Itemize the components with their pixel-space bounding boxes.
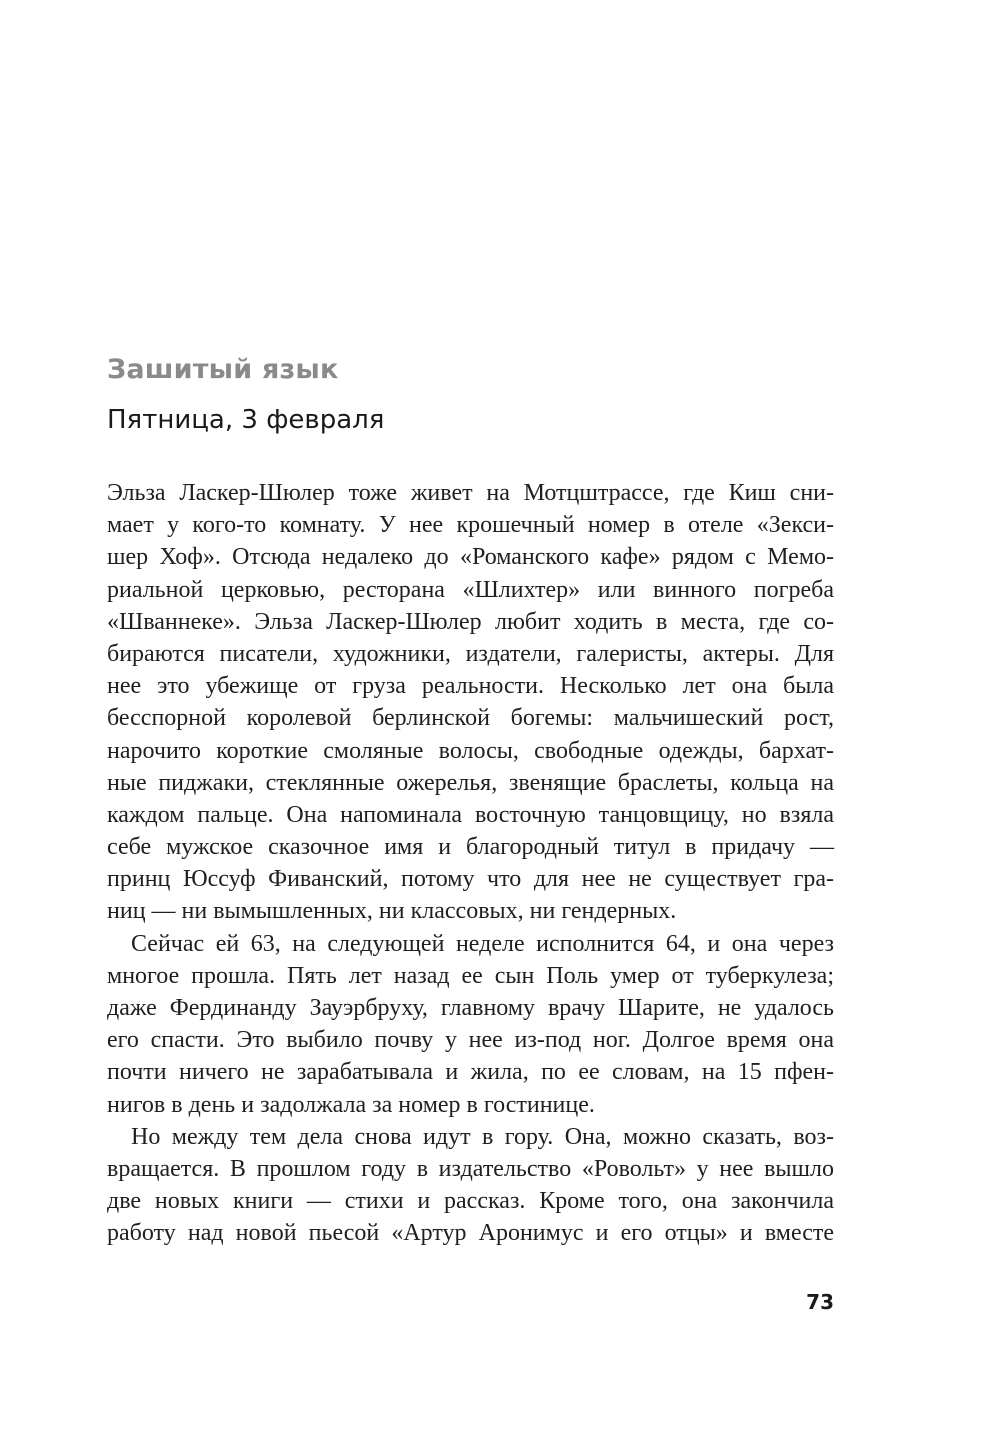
text-line: Эльза Ласкер-Шюлер тоже живет на Мотцштрассе, где Киш сни- [107, 480, 834, 506]
text-line: Сейчас ей 63, на следующей неделе исполнится 64, и она через [131, 930, 834, 957]
text-line: почти ничего не зарабатывала и жила, по ее словам, на 15 пфен- [107, 1059, 834, 1086]
text-line: вращается. В прошлом году в издательство «Ровольт» у нее вышло [107, 1155, 834, 1182]
text-line: нарочито короткие смоляные волосы, свободные одежды, бархат- [107, 737, 834, 764]
text-line: нигов в день и задолжала за номер в гостинице. [107, 1091, 595, 1118]
text-line: риальной церковью, ресторана «Шлихтер» или винного погреба [107, 576, 834, 603]
text-line: «Шваннеке». Эльза Ласкер-Шюлер любит ходить в места, где со- [107, 608, 834, 635]
text-line: себе мужское сказочное имя и благородный титул в придачу — [107, 834, 834, 861]
chapter-date: Пятница, 3 февраля [107, 405, 385, 435]
body-text [107, 477, 834, 1250]
page-number: 73 [806, 1290, 834, 1314]
text-line: ниц — ни вымышленных, ни классовых, ни гендерных. [107, 898, 677, 925]
text-line: ные пиджаки, стеклянные ожерелья, звенящие браслеты, кольца на [107, 769, 834, 796]
text-line: работу над новой пьесой «Артур Аронимус и его отцы» и вместе [107, 1220, 834, 1247]
text-line: его спасти. Это выбило почву у нее из-под ног. Долгое время она [107, 1027, 834, 1054]
chapter-title: Зашитый язык [107, 354, 339, 385]
text-line: Но между тем дела снова идут в гору. Она, можно сказать, воз- [131, 1123, 834, 1150]
text-line: нее это убежище от груза реальности. Несколько лет она была [107, 673, 834, 700]
text-line: принц Юссуф Фиванский, потому что для нее не существует гра- [107, 866, 834, 893]
text-line: шер Хоф». Отсюда недалеко до «Романского кафе» рядом с Мемо- [107, 544, 834, 571]
text-line: даже Фердинанду Зауэрбруху, главному врачу Шарите, не удалось [107, 995, 834, 1021]
text-line: мает у кого-то комнату. У нее крошечный номер в отеле «Зекси- [107, 512, 834, 539]
text-line: бираются писатели, художники, издатели, галеристы, актеры. Для [107, 640, 834, 667]
text-line: две новых книги — стихи и рассказ. Кроме того, она закончила [107, 1188, 834, 1215]
text-line: каждом пальце. Она напоминала восточную танцовщицу, но взяла [107, 801, 834, 828]
text-line: многое прошла. Пять лет назад ее сын Поль умер от туберкулеза; [107, 962, 834, 989]
text-line: бесспорной королевой берлинской богемы: мальчишеский рост, [107, 705, 834, 732]
